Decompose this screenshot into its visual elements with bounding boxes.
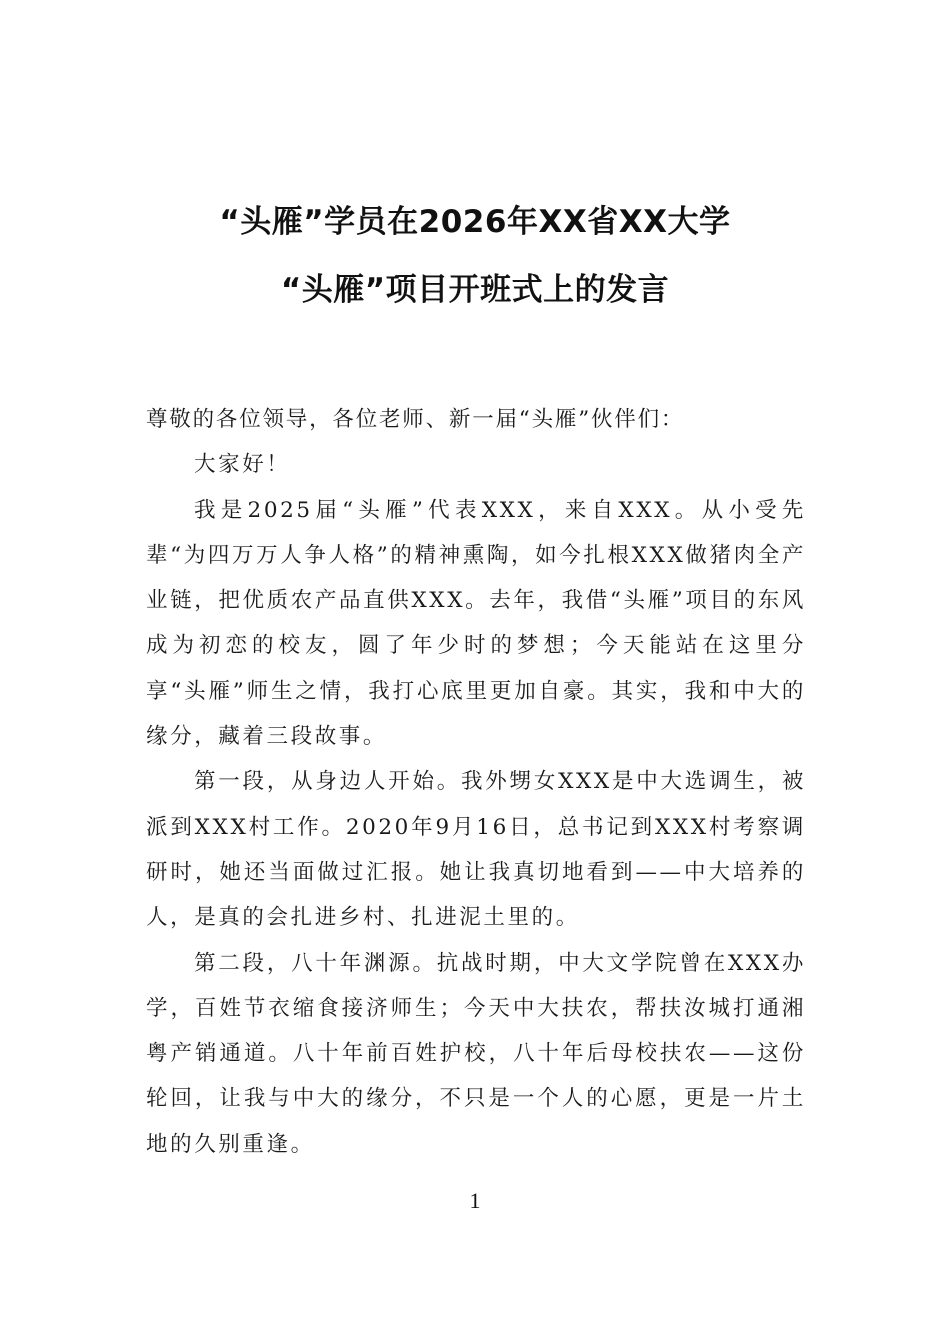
page-number: 1 [469,1188,481,1213]
document-title-line-1: “头雁”学员在2026年XX省XX大学 [219,204,731,240]
paragraph-story-two: 第二段，八十年渊源。抗战时期，中大文学院曾在XXX办学，百姓节衣缩食接济师生；今天中大扶农，帮扶汝城打通湘粤产销通道。八十年前百姓护校，八十年后母校扶农——这份轮回，让我与中大的缘分，不只是一个人的心愿，更是一片土地的久别重逢。 [146,950,806,1157]
paragraph-story-one: 第一段，从身边人开始。我外甥女XXX是中大选调生，被派到XXX村工作。2020年9月16日，总书记到XXX村考察调研时，她还当面做过汇报。她让我真切地看到——中大培养的人，是真的会扎进乡村、扎进泥土里的。 [146,769,806,931]
salutation: 尊敬的各位领导，各位老师、新一届“头雁”伙伴们： [146,407,685,432]
document-body [146,397,806,1167]
document-title-line-2: “头雁”项目开班式上的发言 [280,272,670,308]
greeting: 大家好！ [194,452,291,478]
paragraph-introduction: 我是2025届“头雁”代表XXX，来自XXX。从小受先辈“为四万万人争人格”的精神熏陶，如今扎根XXX做猪肉全产业链，把优质农产品直供XXX。去年，我借“头雁”项目的东风成为初恋的校友，圆了年少时的梦想；今天能站在这里分享“头雁”师生之情，我打心底里更加自豪。其实，我和中大的缘分，藏着三段故事。 [146,497,806,750]
